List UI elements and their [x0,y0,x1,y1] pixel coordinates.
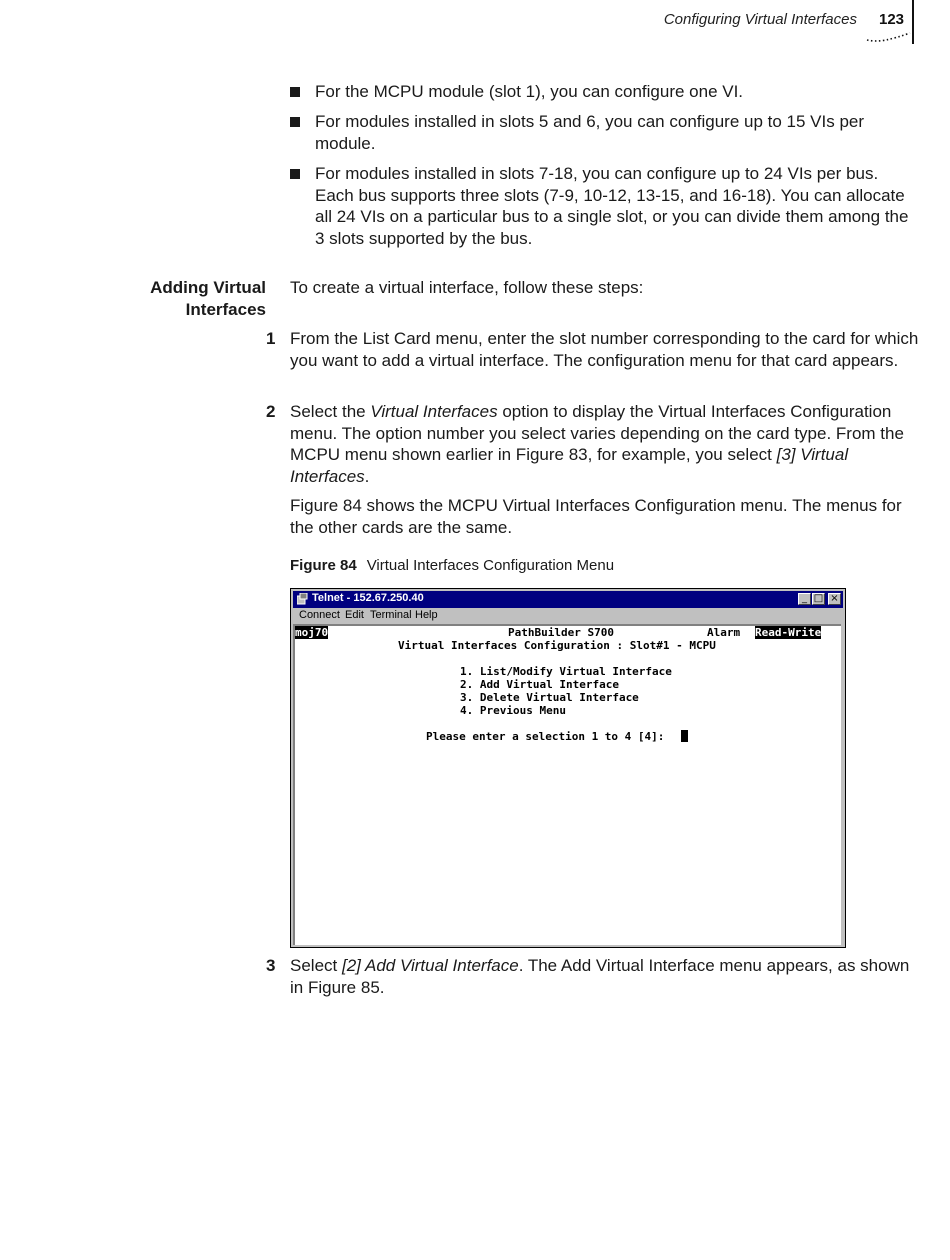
selection-prompt: Please enter a selection 1 to 4 [4]: [426,730,665,743]
menu-option: 1. List/Modify Virtual Interface [460,665,672,678]
step-text-emphasis: Virtual Interfaces [370,402,498,421]
access-mode-badge: Read-Write [755,626,822,639]
figure-caption-text: Virtual Interfaces Configuration Menu [366,557,615,574]
menu-option: 3. Delete Virtual Interface [460,691,639,704]
terminal-screen[interactable] [293,624,841,945]
window-title: Telnet - 152.67.250.40 [312,592,424,604]
step-text-part: option to display the Virtual Interfaces Configuration menu. The option number you select varies depending on the card type. From the MCPU menu shown earlier in Figure 83, for example, you select [290,402,904,464]
section-heading-line: Interfaces [185,299,266,319]
telnet-window [290,588,846,948]
telnet-app-icon [297,593,308,605]
menu-help[interactable]: Help [415,609,438,621]
product-name: PathBuilder S700 [508,626,614,639]
close-icon[interactable]: × [828,593,841,605]
menu-connect[interactable]: Connect [299,609,340,621]
menu-option: 2. Add Virtual Interface [460,678,619,691]
maximize-icon[interactable]: □ [813,593,824,604]
bullet-marker [290,87,300,97]
text-cursor [681,730,688,742]
alarm-indicator: Alarm [707,626,741,639]
step-number: 3 [266,956,276,975]
figure-note: Figure 84 shows the MCPU Virtual Interfaces Configuration menu. The menus for the other cards are the same. [290,496,902,537]
figure-caption [290,557,614,574]
step-text-part: . The Add Virtual Interface menu appears, as shown in Figure 85. [290,956,910,997]
figure-label: Figure 84 [290,557,357,574]
section-heading [150,277,266,320]
step-number: 2 [266,402,276,421]
bullet-item: For modules installed in slots 7-18, you can configure up to 24 VIs per bus. Each bus supports three slots (7-9, 10-12, 13-15, and 16-18). You can allocate all 24 VIs on a particular bus to a single slot, or you can divide them among the 3 slots supported by the bus. [315,164,909,248]
minimize-icon[interactable]: _ [798,593,811,605]
step-text-emphasis: [3] Virtual Interfaces [290,445,849,486]
bullet-item: For the MCPU module (slot 1), you can configure one VI. [315,82,744,101]
running-header-title: Configuring Virtual Interfaces [663,11,857,28]
step-text: From the List Card menu, enter the slot number corresponding to the card for which you want to add a virtual interface. The configuration menu for that card appears. [290,329,919,370]
window-titlebar[interactable] [293,591,843,608]
step-text-emphasis: [2] Add Virtual Interface [341,956,519,975]
menu-terminal[interactable]: Terminal [370,609,412,621]
screen-title: Virtual Interfaces Configuration : Slot#1 - MCPU [398,639,716,652]
menu-option: 4. Previous Menu [460,704,566,717]
bullet-marker [290,117,300,127]
section-intro: To create a virtual interface, follow these steps: [290,278,644,297]
step-text [290,955,920,998]
menu-edit[interactable]: Edit [345,609,364,621]
page-number: 123 [879,11,905,28]
step-text-part: . [364,466,370,486]
section-heading-line: Adding Virtual [150,278,266,297]
step-text-part: Select [290,956,342,975]
header-rule [912,0,914,44]
host-name: moj70 [295,626,329,639]
step-text-part: Select the [290,402,371,421]
bullet-marker [290,169,300,179]
bullet-item: For modules installed in slots 5 and 6, you can configure up to 15 VIs per module. [315,112,865,153]
menu-bar [293,608,843,624]
step-number: 1 [266,329,276,348]
header-dotted-curve [866,31,912,45]
step-text [290,401,920,487]
